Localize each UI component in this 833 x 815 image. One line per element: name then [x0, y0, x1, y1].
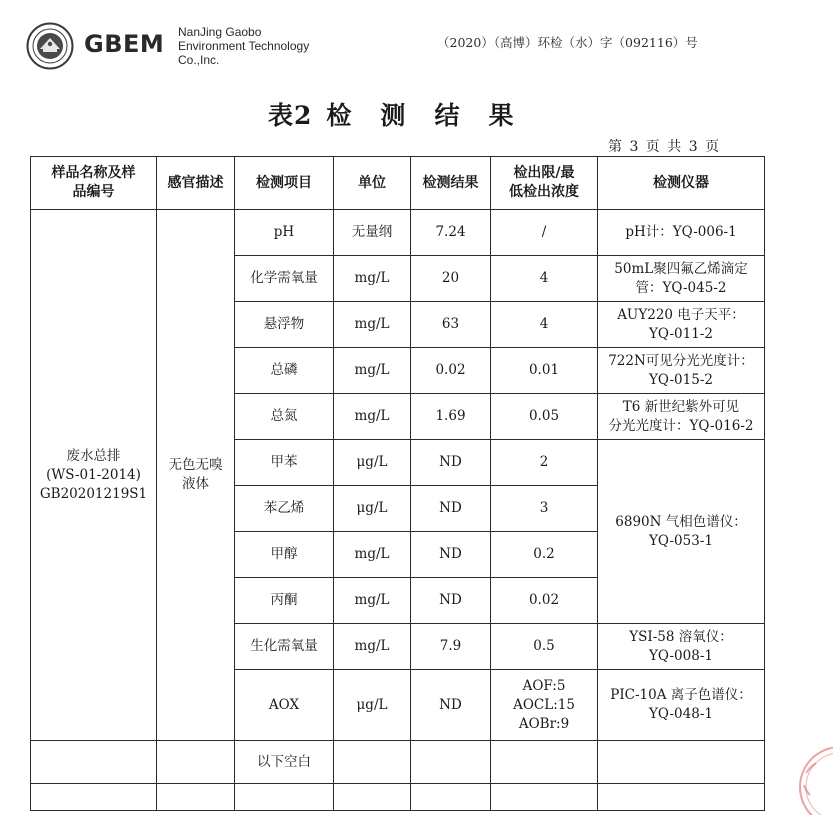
- header-item: 检测项目: [235, 157, 334, 210]
- report-number: （2020）（高博）环检（水）字（092116）号: [437, 35, 698, 50]
- header-unit: 单位: [334, 157, 411, 210]
- unit-cell: μg/L: [334, 486, 411, 532]
- instrument-cell: 722N可见分光光度计： YQ-015-2: [598, 348, 765, 394]
- unit-cell: μg/L: [334, 440, 411, 486]
- empty-row: [31, 784, 765, 811]
- limit-cell: 0.05: [491, 394, 598, 440]
- inspection-stamp: [792, 735, 833, 815]
- result-cell: ND: [411, 486, 491, 532]
- sample-name: 废水总排: [66, 447, 121, 464]
- instrument-cell: YSI-58 溶氧仪： YQ-008-1: [598, 624, 765, 670]
- limit-cell: 4: [491, 302, 598, 348]
- results-table: [30, 156, 765, 811]
- result-cell: ND: [411, 670, 491, 741]
- item-cell: 总磷: [235, 348, 334, 394]
- unit-cell: 无量纲: [334, 210, 411, 256]
- limit-cell: 3: [491, 486, 598, 532]
- header-limit: 检出限/最低检出浓度: [491, 157, 598, 210]
- item-cell: 丙酮: [235, 578, 334, 624]
- item-cell: 总氮: [235, 394, 334, 440]
- blank-note-row: [31, 741, 765, 784]
- sample-cell: [31, 210, 157, 741]
- result-cell: ND: [411, 532, 491, 578]
- unit-cell: mg/L: [334, 532, 411, 578]
- result-cell: ND: [411, 578, 491, 624]
- blank-note: 以下空白: [235, 741, 334, 784]
- result-cell: 63: [411, 302, 491, 348]
- item-cell: 甲苯: [235, 440, 334, 486]
- item-cell: 苯乙烯: [235, 486, 334, 532]
- instrument-cell: AUY220 电子天平： YQ-011-2: [598, 302, 765, 348]
- limit-cell: 0.2: [491, 532, 598, 578]
- header-result: 检测结果: [411, 157, 491, 210]
- unit-cell: mg/L: [334, 348, 411, 394]
- item-cell: 化学需氧量: [235, 256, 334, 302]
- page-indicator: 第 3 页 共 3 页: [608, 139, 720, 155]
- item-cell: pH: [235, 210, 334, 256]
- unit-cell: mg/L: [334, 578, 411, 624]
- header-sensory: 感官描述: [157, 157, 235, 210]
- brand-name: GBEM: [84, 30, 165, 58]
- page-title: 表2 检 测 结 果: [268, 101, 515, 130]
- limit-cell: 0.5: [491, 624, 598, 670]
- sample-id: GB20201219S1: [39, 485, 148, 502]
- table-row: [31, 210, 765, 256]
- sample-code: (WS-01-2014): [46, 466, 141, 483]
- sensory-cell: 无色无嗅液体: [157, 210, 235, 741]
- result-cell: 1.69: [411, 394, 491, 440]
- unit-cell: mg/L: [334, 624, 411, 670]
- header-sample: 样品名称及样品编号: [31, 157, 157, 210]
- limit-cell: 0.02: [491, 578, 598, 624]
- limit-cell: 4: [491, 256, 598, 302]
- company-seal-logo: [26, 22, 74, 70]
- result-cell: ND: [411, 440, 491, 486]
- result-cell: 20: [411, 256, 491, 302]
- instrument-cell: pH计：YQ-006-1: [598, 210, 765, 256]
- item-cell: AOX: [235, 670, 334, 741]
- limit-cell: AOF:5 AOCL:15 AOBr:9: [491, 670, 598, 741]
- limit-cell: 2: [491, 440, 598, 486]
- limit-cell: 0.01: [491, 348, 598, 394]
- limit-cell: /: [491, 210, 598, 256]
- unit-cell: mg/L: [334, 302, 411, 348]
- instrument-cell: PIC-10A 离子色谱仪： YQ-048-1: [598, 670, 765, 741]
- instrument-cell: T6 新世纪紫外可见 分光光度计：YQ-016-2: [598, 394, 765, 440]
- result-cell: 7.9: [411, 624, 491, 670]
- unit-cell: μg/L: [334, 670, 411, 741]
- item-cell: 甲醇: [235, 532, 334, 578]
- item-cell: 生化需氧量: [235, 624, 334, 670]
- table-header-row: [31, 157, 765, 210]
- item-cell: 悬浮物: [235, 302, 334, 348]
- result-cell: 0.02: [411, 348, 491, 394]
- company-name: NanJing Gaobo Environment Technology Co.,Inc.: [178, 25, 310, 67]
- instrument-cell: 6890N 气相色谱仪： YQ-053-1: [598, 440, 765, 624]
- unit-cell: mg/L: [334, 394, 411, 440]
- unit-cell: mg/L: [334, 256, 411, 302]
- result-cell: 7.24: [411, 210, 491, 256]
- instrument-cell: 50mL聚四氟乙烯滴定 管：YQ-045-2: [598, 256, 765, 302]
- header-instrument: 检测仪器: [598, 157, 765, 210]
